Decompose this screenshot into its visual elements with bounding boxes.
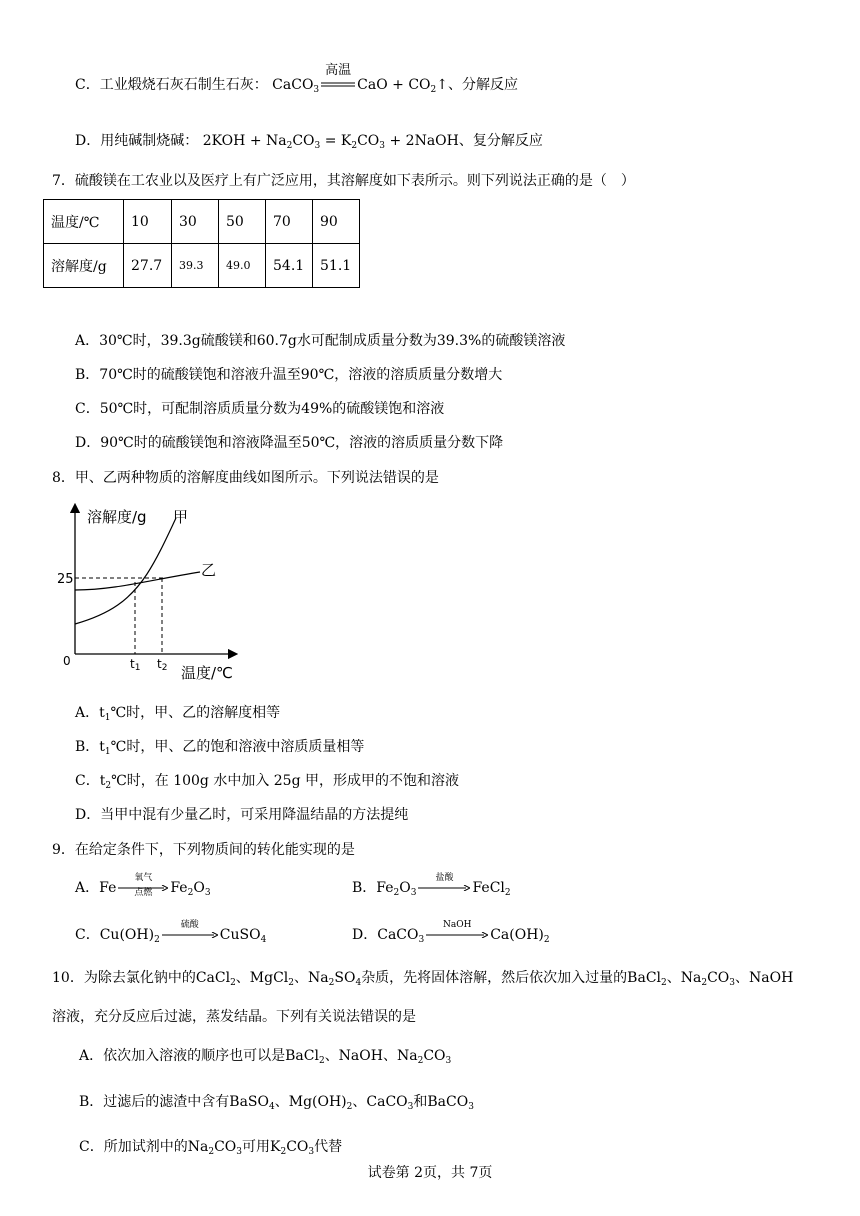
q8-option-a: A．$t_1℃$时，甲、乙的溶解度相等 [75, 705, 281, 723]
q6-d-label: D．用纯碱制烧碱： [75, 133, 199, 149]
y-axis-label: 溶解度/g [87, 508, 147, 526]
q6-c-equation: CaCO$_3$ 高温 CaO + $CO_2↑$ [272, 63, 448, 95]
solubility-curve-diagram [55, 502, 245, 692]
reaction-arrow: NaOH [426, 932, 488, 938]
q10-option-b: B．过滤后的滤渣中含有BaSO$_4$、$Mg(OH)_2$、CaCO$_3$和BaCO$_3$ [79, 1094, 474, 1112]
q6-option-d [75, 131, 543, 151]
q7-option-b: B．70℃时的硫酸镁饱和溶液升温至90℃，溶液的溶质质量分数增大 [75, 367, 503, 383]
q7-option-d: D．90℃时的硫酸镁饱和溶液降温至50℃，溶液的溶质质量分数下降 [75, 435, 504, 451]
q6-c-label: C．工业煅烧石灰石制生石灰： [75, 77, 268, 93]
table-row [44, 244, 360, 288]
table-cell: 溶解度/g [44, 244, 124, 288]
page-footer: 试卷第 2页，共 7页 [367, 1165, 493, 1181]
reaction-arrow: 盐酸 [418, 885, 470, 891]
q10-stem-line1: 10．为除去氯化钠中的CaCl$_2$、MgCl$_2$、$Na_2SO_4$杂质，先将固体溶解，然后依次加入过量的BaCl$_2$、$Na_2CO_3$、NaOH [52, 970, 794, 988]
table-cell: 温度/℃ [44, 200, 124, 244]
q10-option-a: A．依次加入溶液的顺序也可以是BaCl$_2$、NaOH、$Na_2CO_3$ [79, 1048, 452, 1066]
q7-stem: 7．硫酸镁在工农业以及医疗上有广泛应用，其溶解度如下表所示。则下列说法正确的是（ ） [52, 173, 635, 189]
q6-d-tail: 、复分解反应 [458, 133, 543, 149]
q10-stem-line2: 溶液，充分反应后过滤，蒸发结晶。下列有关说法错误的是 [52, 1009, 416, 1025]
reaction-arrow: 硫酸 [162, 932, 218, 938]
table-cell: 54.1 [266, 244, 313, 288]
table-cell: 39.3 [172, 244, 219, 288]
q9-option-d: D．CaCO$_3$ NaOH $Ca(OH)_2$ [352, 920, 550, 945]
series-label-yi: 乙 [201, 561, 217, 579]
q6-c-tail: 、分解反应 [447, 77, 518, 93]
q6-d-equation: $2KOH + Na_2CO_3 = K_2CO_3$ + 2NaOH [202, 133, 459, 151]
q8-stem: 8．甲、乙两种物质的溶解度曲线如图所示。下列说法错误的是 [52, 470, 439, 486]
table-cell: 70 [266, 200, 313, 244]
solubility-table [43, 199, 360, 288]
q8-option-d: D．当甲中混有少量乙时，可采用降温结晶的方法提纯 [75, 807, 409, 823]
condition-label: 高温 [325, 63, 352, 78]
table-cell: 90 [313, 200, 360, 244]
origin-label: 0 [63, 654, 71, 668]
table-cell: 50 [219, 200, 266, 244]
table-cell: 30 [172, 200, 219, 244]
x-tick-t2: t2 [157, 657, 168, 673]
q9-option-b: B．$Fe_2O_3$ 盐酸 FeCl$_2$ [352, 873, 511, 898]
q6-option-c [75, 63, 518, 95]
q7-option-a: A．30℃时，39.3g硫酸镁和60.7g水可配制成质量分数为39.3%的硫酸镁溶液 [75, 333, 566, 349]
table-cell: 10 [124, 200, 172, 244]
x-axis-label: 温度/℃ [181, 664, 233, 682]
table-cell: 27.7 [124, 244, 172, 288]
q8-option-b: B．$t_1℃$时，甲、乙的饱和溶液中溶质质量相等 [75, 739, 365, 757]
high-temp-equals-sign [321, 63, 355, 88]
curve-jia [75, 518, 176, 624]
q9-option-a: A．Fe 氧气 点燃 $Fe_2O_3$ [75, 873, 211, 898]
q8-option-c: C．$t_2℃$时，在 100g 水中加入 25g 甲，形成甲的不饱和溶液 [75, 773, 459, 791]
q10-option-c: C．所加试剂中的$Na_2CO_3$可用$K_2CO_3$代替 [79, 1139, 343, 1157]
q9-stem: 9．在给定条件下，下列物质间的转化能实现的是 [52, 842, 355, 858]
y-tick-25: 25 [57, 572, 74, 587]
table-cell: 51.1 [313, 244, 360, 288]
reaction-arrow: 氧气 点燃 [118, 885, 168, 891]
x-tick-t1: t1 [130, 657, 141, 673]
table-row [44, 200, 360, 244]
q7-option-c: C．50℃时，可配制溶质质量分数为49%的硫酸镁饱和溶液 [75, 401, 445, 417]
q9-option-c: C．$Cu(OH)_2$ 硫酸 CuSO$_4$ [75, 920, 267, 945]
table-cell: 49.0 [219, 244, 266, 288]
series-label-jia: 甲 [173, 508, 189, 526]
